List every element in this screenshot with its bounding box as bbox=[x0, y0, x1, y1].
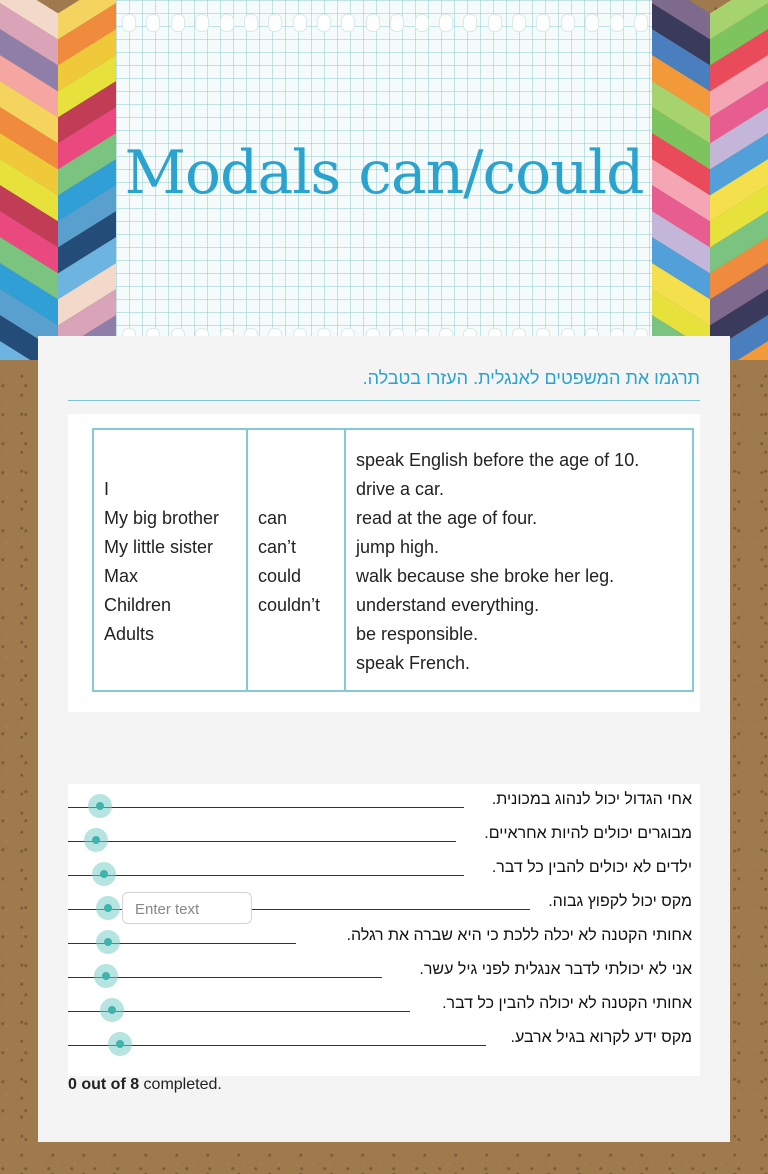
subject-item: Children bbox=[104, 595, 172, 615]
notebook-hole bbox=[244, 14, 258, 32]
answer-marker[interactable] bbox=[96, 896, 120, 920]
subjects-column bbox=[94, 430, 248, 690]
notebook-hole bbox=[463, 14, 477, 32]
notebook-hole bbox=[171, 14, 185, 32]
divider bbox=[68, 400, 700, 401]
exercise-row bbox=[68, 784, 700, 818]
predicate-item: read at the age of four. bbox=[356, 508, 538, 528]
notebook-hole bbox=[341, 14, 355, 32]
exercise-row bbox=[68, 954, 700, 988]
predicate-item: understand everything. bbox=[356, 595, 540, 615]
predicate-item: be responsible. bbox=[356, 624, 479, 644]
predicates-column bbox=[346, 430, 692, 690]
answer-marker[interactable] bbox=[100, 998, 124, 1022]
hebrew-sentence: מקס יכול לקפוץ גבוה. bbox=[548, 893, 692, 910]
notebook-hole bbox=[415, 14, 429, 32]
predicate-item: jump high. bbox=[356, 537, 440, 557]
modal-item: could bbox=[258, 566, 302, 586]
hebrew-sentence: אחותי הקטנה לא יכולה להבין כל דבר. bbox=[442, 995, 692, 1012]
subject-item: My big brother bbox=[104, 508, 220, 528]
exercise-row bbox=[68, 852, 700, 886]
notebook-hole bbox=[512, 14, 526, 32]
notebook-hole bbox=[585, 14, 599, 32]
answer-blank[interactable] bbox=[68, 807, 464, 808]
chevron-pattern-right bbox=[652, 0, 768, 360]
notebook-hole bbox=[634, 14, 648, 32]
subject-item: Adults bbox=[104, 624, 155, 644]
predicate-item: drive a car. bbox=[356, 479, 445, 499]
answer-marker[interactable] bbox=[96, 930, 120, 954]
chevron-pattern-left bbox=[0, 0, 116, 360]
word-table bbox=[92, 428, 694, 692]
predicate-item: speak French. bbox=[356, 653, 471, 673]
answer-marker[interactable] bbox=[88, 794, 112, 818]
hebrew-sentence: ילדים לא יכולים להבין כל דבר. bbox=[491, 859, 692, 876]
hebrew-sentence: אחותי הקטנה לא יכלה ללכת כי היא שברה את רגלה. bbox=[346, 927, 692, 944]
exercise-row bbox=[68, 920, 700, 954]
translation-exercise bbox=[68, 784, 700, 1076]
answer-blank[interactable] bbox=[68, 875, 464, 876]
notebook-hole bbox=[390, 14, 404, 32]
hebrew-sentence: אני לא יכולתי לדבר אנגלית לפני גיל עשר. bbox=[419, 961, 692, 978]
hebrew-sentence: מבוגרים יכולים להיות אחראיים. bbox=[484, 825, 692, 842]
notebook-hole bbox=[268, 14, 282, 32]
predicate-item: speak English before the age of 10. bbox=[356, 450, 640, 470]
subject-item: I bbox=[104, 479, 110, 499]
notebook-hole bbox=[488, 14, 502, 32]
hebrew-sentence: מקס ידע לקרוא בגיל ארבע. bbox=[510, 1029, 692, 1046]
notebook-hole bbox=[610, 14, 624, 32]
answer-marker[interactable] bbox=[94, 964, 118, 988]
notebook-hole bbox=[220, 14, 234, 32]
exercise-row bbox=[68, 818, 700, 852]
text-entry-input[interactable]: Enter text bbox=[122, 892, 252, 924]
modal-item: couldn’t bbox=[258, 595, 321, 615]
modals-column bbox=[248, 430, 346, 690]
header-banner bbox=[0, 0, 768, 360]
page-title: Modals can/could bbox=[124, 138, 644, 208]
instruction-text: תרגמו את המשפטים לאנגלית. העזרו בטבלה. bbox=[362, 368, 700, 388]
notebook-hole bbox=[146, 14, 160, 32]
hebrew-sentence: אחי הגדול יכול לנהוג במכונית. bbox=[491, 791, 692, 808]
subject-item: My little sister bbox=[104, 537, 214, 557]
word-table-container bbox=[68, 414, 700, 712]
answer-marker[interactable] bbox=[84, 828, 108, 852]
modal-item: can’t bbox=[258, 537, 297, 557]
notebook-hole bbox=[122, 14, 136, 32]
exercise-row bbox=[68, 988, 700, 1022]
answer-marker[interactable] bbox=[92, 862, 116, 886]
notebook-hole bbox=[317, 14, 331, 32]
worksheet-card bbox=[38, 336, 730, 1142]
notebook-hole bbox=[195, 14, 209, 32]
predicate-item: walk because she broke her leg. bbox=[356, 566, 615, 586]
notebook-hole bbox=[536, 14, 550, 32]
notebook-hole bbox=[293, 14, 307, 32]
progress-status bbox=[68, 1076, 222, 1094]
progress-suffix: completed. bbox=[139, 1076, 222, 1093]
progress-count: 0 out of 8 bbox=[68, 1076, 140, 1093]
subject-item: Max bbox=[104, 566, 139, 586]
exercise-row bbox=[68, 1022, 700, 1056]
notebook-holes-top bbox=[122, 14, 648, 34]
modal-item: can bbox=[258, 508, 288, 528]
notebook-hole bbox=[439, 14, 453, 32]
answer-blank[interactable] bbox=[68, 841, 456, 842]
notebook-hole bbox=[366, 14, 380, 32]
answer-marker[interactable] bbox=[108, 1032, 132, 1056]
notebook-hole bbox=[561, 14, 575, 32]
